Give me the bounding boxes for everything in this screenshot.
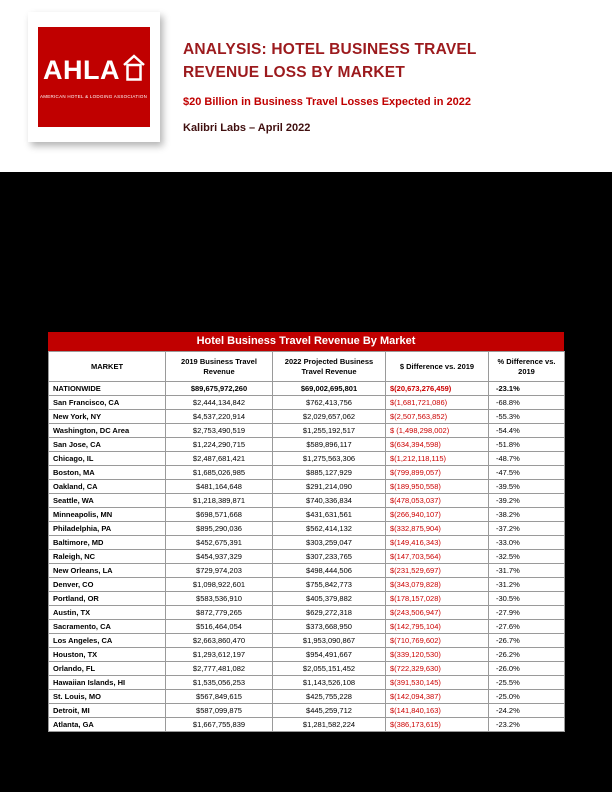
cell-2022-revenue: $589,896,117 bbox=[273, 438, 386, 452]
cell-market: Sacramento, CA bbox=[49, 620, 166, 634]
cell-2019-revenue: $587,099,875 bbox=[166, 704, 273, 718]
page-subtitle: $20 Billion in Business Travel Losses Expected in 2022 bbox=[183, 96, 471, 108]
title-block bbox=[183, 38, 477, 84]
cell-market: San Francisco, CA bbox=[49, 396, 166, 410]
cell-percent-difference: -24.2% bbox=[489, 704, 565, 718]
cell-2022-revenue: $303,259,047 bbox=[273, 536, 386, 550]
cell-dollar-difference: $(189,950,558) bbox=[386, 480, 489, 494]
cell-dollar-difference: $(142,795,104) bbox=[386, 620, 489, 634]
cell-market: Hawaiian Islands, HI bbox=[49, 676, 166, 690]
hotel-building-icon bbox=[123, 54, 145, 87]
cell-market: Baltimore, MD bbox=[49, 536, 166, 550]
cell-market: NATIONWIDE bbox=[49, 382, 166, 396]
cell-2022-revenue: $2,055,151,452 bbox=[273, 662, 386, 676]
cell-percent-difference: -26.7% bbox=[489, 634, 565, 648]
cell-2019-revenue: $2,753,490,519 bbox=[166, 424, 273, 438]
table-row bbox=[49, 396, 565, 410]
table-row bbox=[49, 578, 565, 592]
cell-dollar-difference: $ (1,498,298,002) bbox=[386, 424, 489, 438]
cell-2019-revenue: $1,293,612,197 bbox=[166, 648, 273, 662]
cell-percent-difference: -30.5% bbox=[489, 592, 565, 606]
table-row bbox=[49, 452, 565, 466]
table-row bbox=[49, 522, 565, 536]
cell-dollar-difference: $(20,673,276,459) bbox=[386, 382, 489, 396]
cell-2019-revenue: $454,937,329 bbox=[166, 550, 273, 564]
cell-2019-revenue: $1,098,922,601 bbox=[166, 578, 273, 592]
cell-2022-revenue: $69,002,695,801 bbox=[273, 382, 386, 396]
cell-dollar-difference: $(142,094,387) bbox=[386, 690, 489, 704]
cell-dollar-difference: $(1,212,118,115) bbox=[386, 452, 489, 466]
cell-2019-revenue: $2,444,134,842 bbox=[166, 396, 273, 410]
cell-percent-difference: -25.0% bbox=[489, 690, 565, 704]
cell-percent-difference: -38.2% bbox=[489, 508, 565, 522]
cell-2022-revenue: $1,255,192,517 bbox=[273, 424, 386, 438]
cell-percent-difference: -39.5% bbox=[489, 480, 565, 494]
page-title-line1: ANALYSIS: HOTEL BUSINESS TRAVEL bbox=[183, 41, 477, 58]
table-row bbox=[49, 480, 565, 494]
cell-2019-revenue: $1,667,755,839 bbox=[166, 718, 273, 732]
cell-dollar-difference: $(634,394,598) bbox=[386, 438, 489, 452]
cell-2022-revenue: $373,668,950 bbox=[273, 620, 386, 634]
cell-dollar-difference: $(149,416,343) bbox=[386, 536, 489, 550]
cell-market: Oakland, CA bbox=[49, 480, 166, 494]
cell-market: Atlanta, GA bbox=[49, 718, 166, 732]
cell-2022-revenue: $629,272,318 bbox=[273, 606, 386, 620]
cell-2022-revenue: $885,127,929 bbox=[273, 466, 386, 480]
cell-2019-revenue: $872,779,265 bbox=[166, 606, 273, 620]
cell-dollar-difference: $(391,530,145) bbox=[386, 676, 489, 690]
table-row bbox=[49, 592, 565, 606]
cell-2019-revenue: $516,464,054 bbox=[166, 620, 273, 634]
table-body bbox=[49, 382, 565, 732]
cell-market: Boston, MA bbox=[49, 466, 166, 480]
cell-dollar-difference: $(178,157,028) bbox=[386, 592, 489, 606]
cell-market: Los Angeles, CA bbox=[49, 634, 166, 648]
cell-2022-revenue: $762,413,756 bbox=[273, 396, 386, 410]
cell-dollar-difference: $(799,899,057) bbox=[386, 466, 489, 480]
page-title-line2: REVENUE LOSS BY MARKET bbox=[183, 64, 406, 81]
cell-dollar-difference: $(141,840,163) bbox=[386, 704, 489, 718]
table-row bbox=[49, 648, 565, 662]
cell-2022-revenue: $740,336,834 bbox=[273, 494, 386, 508]
cell-2022-revenue: $1,275,563,306 bbox=[273, 452, 386, 466]
cell-2019-revenue: $1,224,290,715 bbox=[166, 438, 273, 452]
cell-2022-revenue: $2,029,657,062 bbox=[273, 410, 386, 424]
cell-2022-revenue: $1,143,526,108 bbox=[273, 676, 386, 690]
cell-dollar-difference: $(147,703,564) bbox=[386, 550, 489, 564]
cell-market: Detroit, MI bbox=[49, 704, 166, 718]
col-header-market: MARKET bbox=[49, 352, 166, 382]
table-row bbox=[49, 564, 565, 578]
cell-dollar-difference: $(243,506,947) bbox=[386, 606, 489, 620]
cell-market: San Jose, CA bbox=[49, 438, 166, 452]
cell-market: Seattle, WA bbox=[49, 494, 166, 508]
cell-market: Philadelphia, PA bbox=[49, 522, 166, 536]
cell-2022-revenue: $498,444,506 bbox=[273, 564, 386, 578]
cell-2022-revenue: $431,631,561 bbox=[273, 508, 386, 522]
cell-2019-revenue: $89,675,972,260 bbox=[166, 382, 273, 396]
table-row bbox=[49, 466, 565, 480]
cell-percent-difference: -37.2% bbox=[489, 522, 565, 536]
cell-market: Raleigh, NC bbox=[49, 550, 166, 564]
revenue-data-table bbox=[48, 351, 565, 732]
cell-percent-difference: -55.3% bbox=[489, 410, 565, 424]
cell-dollar-difference: $(1,681,721,086) bbox=[386, 396, 489, 410]
cell-2019-revenue: $895,290,036 bbox=[166, 522, 273, 536]
cell-2019-revenue: $698,571,668 bbox=[166, 508, 273, 522]
table-row bbox=[49, 704, 565, 718]
revenue-table bbox=[48, 332, 564, 732]
cell-market: Denver, CO bbox=[49, 578, 166, 592]
cell-percent-difference: -47.5% bbox=[489, 466, 565, 480]
page-header bbox=[0, 0, 612, 172]
cell-2022-revenue: $1,281,582,224 bbox=[273, 718, 386, 732]
table-row bbox=[49, 718, 565, 732]
cell-2022-revenue: $954,491,667 bbox=[273, 648, 386, 662]
table-row bbox=[49, 438, 565, 452]
cell-market: Houston, TX bbox=[49, 648, 166, 662]
cell-2022-revenue: $1,953,090,867 bbox=[273, 634, 386, 648]
cell-percent-difference: -26.0% bbox=[489, 662, 565, 676]
table-row bbox=[49, 536, 565, 550]
cell-dollar-difference: $(339,120,530) bbox=[386, 648, 489, 662]
ahla-logo bbox=[28, 12, 160, 142]
table-row bbox=[49, 634, 565, 648]
col-header-2019-revenue: 2019 Business Travel Revenue bbox=[166, 352, 273, 382]
cell-dollar-difference: $(332,875,904) bbox=[386, 522, 489, 536]
cell-percent-difference: -27.9% bbox=[489, 606, 565, 620]
cell-percent-difference: -27.6% bbox=[489, 620, 565, 634]
table-header-row bbox=[49, 352, 565, 382]
cell-percent-difference: -51.8% bbox=[489, 438, 565, 452]
cell-dollar-difference: $(266,940,107) bbox=[386, 508, 489, 522]
cell-2019-revenue: $2,663,860,470 bbox=[166, 634, 273, 648]
table-row bbox=[49, 424, 565, 438]
cell-2022-revenue: $425,755,228 bbox=[273, 690, 386, 704]
byline: Kalibri Labs – April 2022 bbox=[183, 122, 311, 134]
cell-market: New York, NY bbox=[49, 410, 166, 424]
cell-market: St. Louis, MO bbox=[49, 690, 166, 704]
cell-2019-revenue: $481,164,648 bbox=[166, 480, 273, 494]
table-row bbox=[49, 550, 565, 564]
table-row bbox=[49, 382, 565, 396]
cell-2022-revenue: $562,414,132 bbox=[273, 522, 386, 536]
cell-2019-revenue: $583,536,910 bbox=[166, 592, 273, 606]
cell-2019-revenue: $2,777,481,082 bbox=[166, 662, 273, 676]
table-row bbox=[49, 620, 565, 634]
col-header-2022-revenue: 2022 Projected Business Travel Revenue bbox=[273, 352, 386, 382]
table-row bbox=[49, 508, 565, 522]
ahla-logo-box bbox=[38, 27, 150, 127]
cell-percent-difference: -31.7% bbox=[489, 564, 565, 578]
col-header-percent-difference: % Difference vs. 2019 bbox=[489, 352, 565, 382]
cell-percent-difference: -39.2% bbox=[489, 494, 565, 508]
cell-2019-revenue: $1,535,056,253 bbox=[166, 676, 273, 690]
cell-dollar-difference: $(231,529,697) bbox=[386, 564, 489, 578]
cell-2022-revenue: $405,379,882 bbox=[273, 592, 386, 606]
cell-market: Chicago, IL bbox=[49, 452, 166, 466]
table-row bbox=[49, 606, 565, 620]
cell-market: Washington, DC Area bbox=[49, 424, 166, 438]
cell-dollar-difference: $(386,173,615) bbox=[386, 718, 489, 732]
cell-2019-revenue: $4,537,220,914 bbox=[166, 410, 273, 424]
cell-percent-difference: -68.8% bbox=[489, 396, 565, 410]
cell-2019-revenue: $729,974,203 bbox=[166, 564, 273, 578]
cell-percent-difference: -31.2% bbox=[489, 578, 565, 592]
cell-percent-difference: -25.5% bbox=[489, 676, 565, 690]
cell-percent-difference: -23.2% bbox=[489, 718, 565, 732]
cell-percent-difference: -54.4% bbox=[489, 424, 565, 438]
cell-percent-difference: -32.5% bbox=[489, 550, 565, 564]
cell-percent-difference: -48.7% bbox=[489, 452, 565, 466]
table-row bbox=[49, 690, 565, 704]
cell-2022-revenue: $307,233,765 bbox=[273, 550, 386, 564]
cell-dollar-difference: $(478,053,037) bbox=[386, 494, 489, 508]
cell-market: New Orleans, LA bbox=[49, 564, 166, 578]
table-row bbox=[49, 676, 565, 690]
cell-market: Austin, TX bbox=[49, 606, 166, 620]
cell-percent-difference: -26.2% bbox=[489, 648, 565, 662]
ahla-logo-text: AHLA bbox=[43, 55, 120, 85]
cell-2019-revenue: $2,487,681,421 bbox=[166, 452, 273, 466]
cell-dollar-difference: $(710,769,602) bbox=[386, 634, 489, 648]
cell-2022-revenue: $291,214,090 bbox=[273, 480, 386, 494]
cell-2019-revenue: $567,849,615 bbox=[166, 690, 273, 704]
cell-percent-difference: -23.1% bbox=[489, 382, 565, 396]
cell-2019-revenue: $1,218,389,871 bbox=[166, 494, 273, 508]
table-row bbox=[49, 410, 565, 424]
table-row bbox=[49, 662, 565, 676]
cell-market: Portland, OR bbox=[49, 592, 166, 606]
cell-dollar-difference: $(2,507,563,852) bbox=[386, 410, 489, 424]
table-row bbox=[49, 494, 565, 508]
cell-2022-revenue: $445,259,712 bbox=[273, 704, 386, 718]
cell-2022-revenue: $755,842,773 bbox=[273, 578, 386, 592]
cell-percent-difference: -33.0% bbox=[489, 536, 565, 550]
cell-2019-revenue: $452,675,391 bbox=[166, 536, 273, 550]
ahla-logo-caption: AMERICAN HOTEL & LODGING ASSOCIATION bbox=[40, 94, 148, 100]
table-title: Hotel Business Travel Revenue By Market bbox=[48, 332, 564, 351]
cell-dollar-difference: $(722,329,630) bbox=[386, 662, 489, 676]
cell-2019-revenue: $1,685,026,985 bbox=[166, 466, 273, 480]
cell-dollar-difference: $(343,079,828) bbox=[386, 578, 489, 592]
col-header-dollar-difference: $ Difference vs. 2019 bbox=[386, 352, 489, 382]
cell-market: Orlando, FL bbox=[49, 662, 166, 676]
cell-market: Minneapolis, MN bbox=[49, 508, 166, 522]
